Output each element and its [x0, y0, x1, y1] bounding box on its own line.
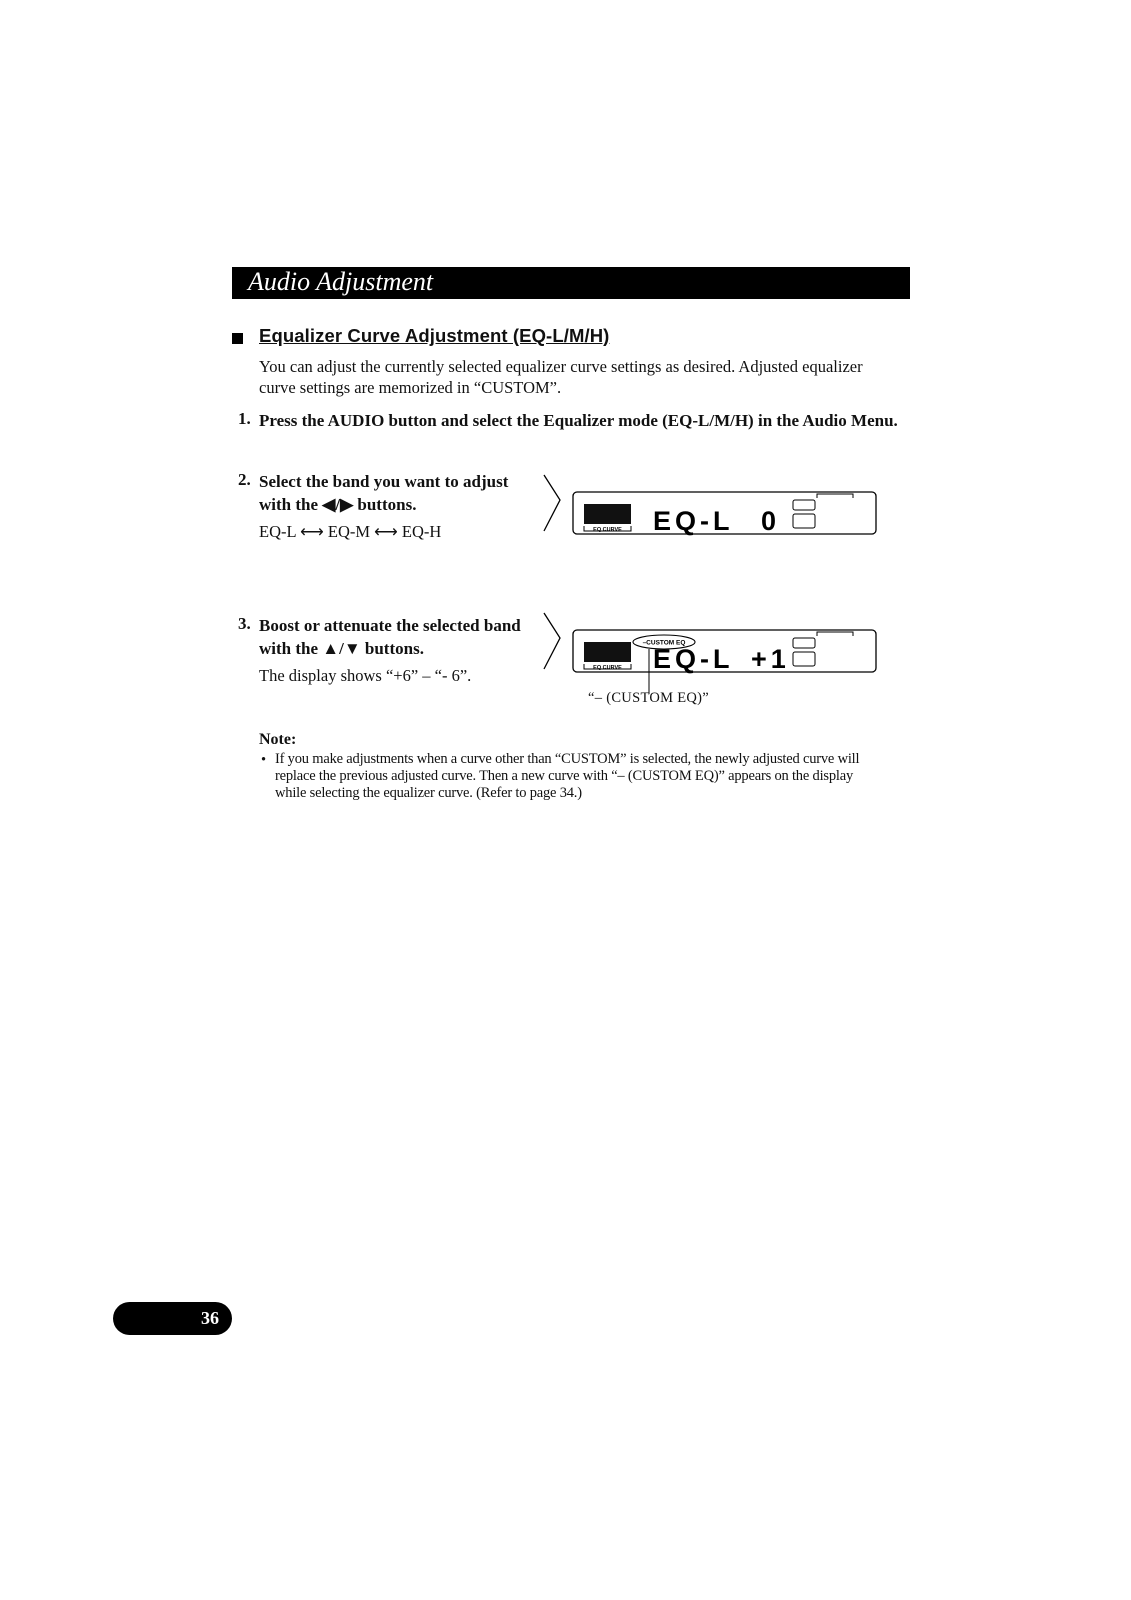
- page-number: 36: [201, 1308, 219, 1328]
- lcd-display-2: [543, 612, 883, 694]
- lcd-value-text: +1: [751, 644, 790, 674]
- step-3-text: Boost or attenuate the selected band with the ▲/▼ buttons.: [259, 616, 521, 658]
- note-text: If you make adjustments when a curve other than “CUSTOM” is selected, the newly adjusted curve will replace the previous adjusted curve. Then a new curve with “– (CUSTOM EQ)” appears on the display while selecting the equalizer curve. (Refer to page 34.): [275, 751, 860, 801]
- pointer-arrow-icon: [544, 475, 560, 531]
- pointer-arrow-icon: [544, 613, 560, 669]
- lcd-value-text: 0: [761, 506, 777, 536]
- step-3-description: The display shows “+6” – “- 6”.: [259, 666, 472, 685]
- step-1-text: Press the AUDIO button and select the Equalizer mode (EQ-L/M/H) in the Audio Menu.: [259, 411, 898, 430]
- note-bullet: •: [261, 752, 267, 768]
- section-heading: Equalizer Curve Adjustment (EQ-L/M/H): [259, 325, 610, 346]
- lcd-display-1: [543, 474, 883, 540]
- step-3-number: 3.: [238, 614, 251, 633]
- page-title: Audio Adjustment: [248, 267, 434, 296]
- band-sequence: EQ-L ⟷ EQ-M ⟷ EQ-H: [259, 522, 442, 541]
- section-intro: You can adjust the currently selected equalizer curve settings as desired. Adjusted equalizer curve settings are memorized in “CUSTOM”.: [259, 357, 863, 397]
- step-2-text: Select the band you want to adjust with the ◀/▶ buttons.: [259, 472, 509, 514]
- lcd-level-block: [584, 504, 631, 524]
- step-1-number: 1.: [238, 409, 251, 428]
- section-header-bar: [232, 267, 910, 299]
- lcd-indicator-label: EQ CURVE: [593, 665, 622, 671]
- page-number-tab: [113, 1302, 232, 1335]
- section-bullet-square: [232, 333, 243, 344]
- lcd-mode-text: EQ-L: [653, 506, 734, 536]
- step-2-number: 2.: [238, 470, 251, 489]
- lcd-mode-text: EQ-L: [653, 644, 734, 674]
- note-title: Note:: [259, 731, 297, 748]
- callout-label: “– (CUSTOM EQ)”: [588, 690, 710, 706]
- lcd-custom-badge: –CUSTOM EQ: [642, 639, 686, 647]
- lcd-indicator-label: EQ CURVE: [593, 527, 622, 533]
- lcd-level-block: [584, 642, 631, 662]
